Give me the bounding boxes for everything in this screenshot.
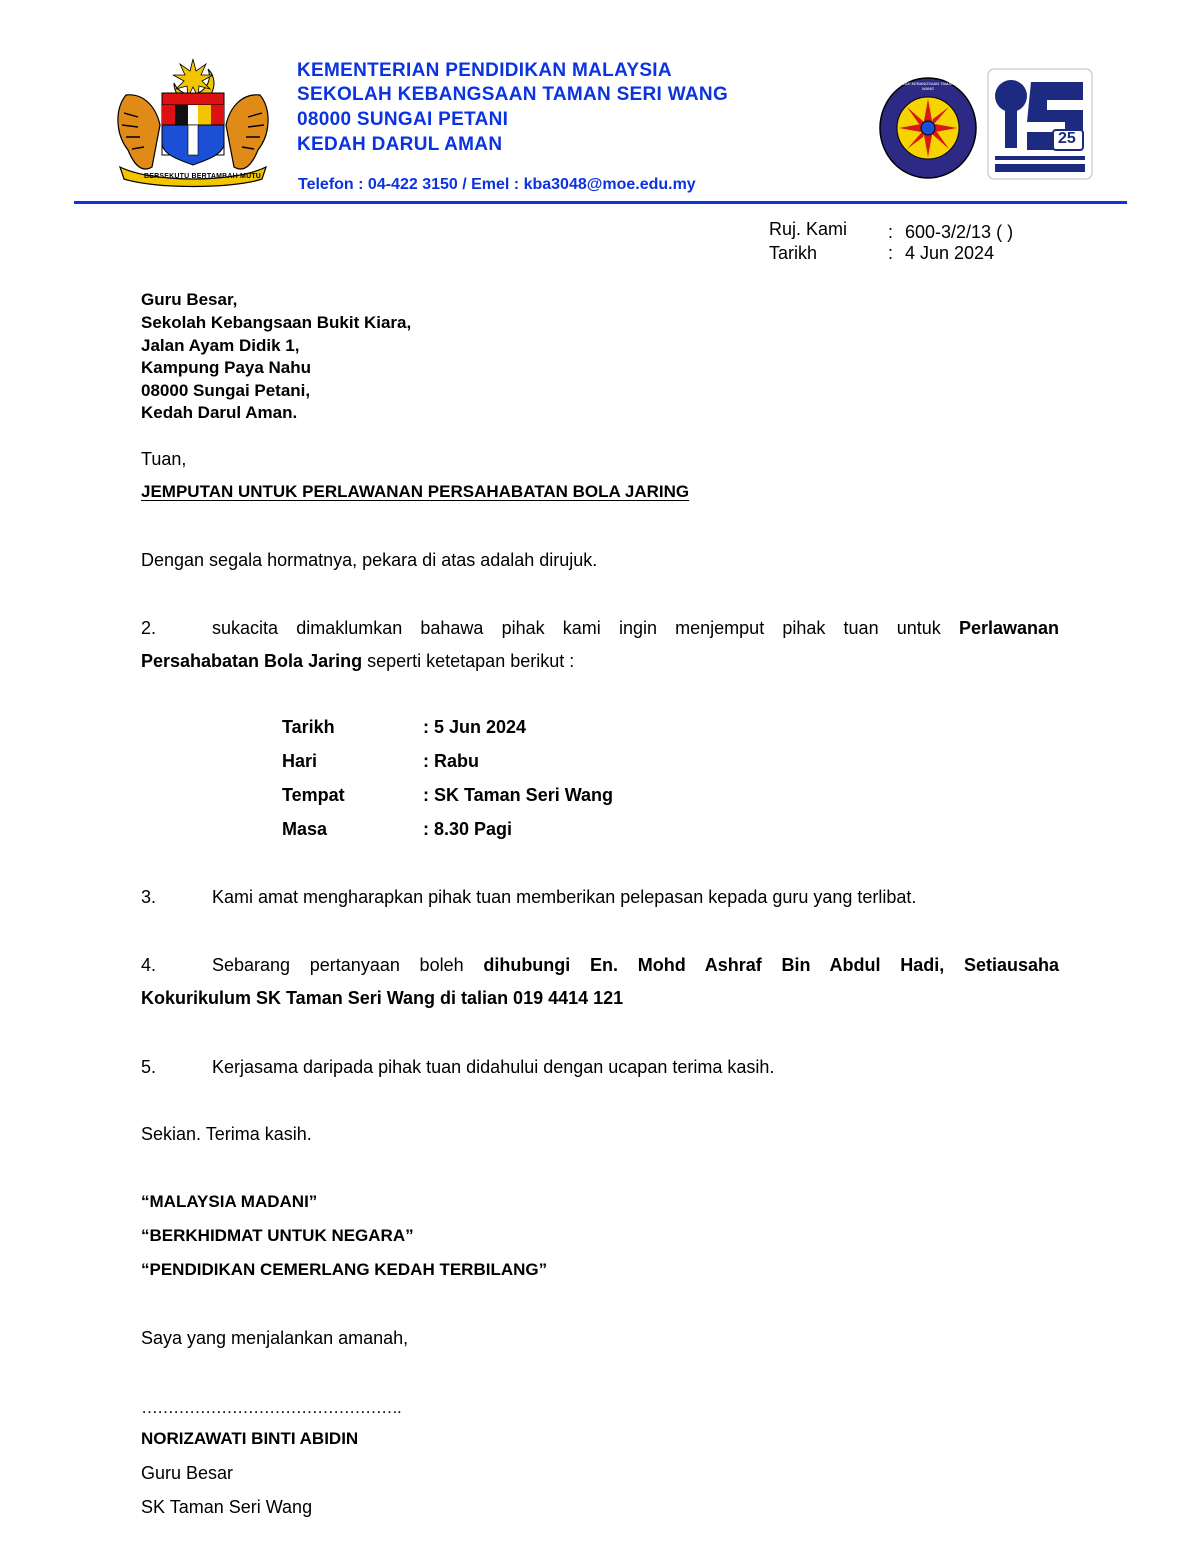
school-state: KEDAH DARUL AMAN (297, 134, 503, 155)
subject-text: JEMPUTAN UNTUK PERLAWANAN PERSAHABATAN BOLA JARING (141, 482, 690, 501)
malaysia-coat-of-arms-logo (112, 55, 274, 190)
recipient-line: Jalan Ayam Didik 1, (141, 336, 300, 355)
detail-label-tempat: Tempat (282, 785, 345, 805)
para4-number: 4. (141, 955, 157, 975)
recipient-line: Guru Besar, (141, 290, 238, 309)
ruj-value: 600-3/2/13 ( ) (905, 222, 1014, 242)
detail-value-tarikh: : 5 Jun 2024 (423, 717, 527, 737)
para4-line1 (212, 955, 1059, 976)
date-separator: : (888, 243, 894, 263)
para3-text: Kami amat mengharapkan pihak tuan memberikan pelepasan kepada guru yang terlibat. (212, 887, 917, 907)
para2-text-cont: seperti ketetapan berikut : (367, 651, 575, 671)
para2-text: sukacita dimaklumkan bahawa pihak kami ingin menjemput pihak tuan untuk (212, 618, 941, 638)
date-label: Tarikh (769, 243, 818, 263)
recipient-line: Kampung Paya Nahu (141, 358, 312, 377)
detail-value-hari: : Rabu (423, 751, 479, 771)
subject-line (141, 482, 689, 502)
ruj-label: Ruj. Kami (769, 219, 848, 239)
para2-line1 (212, 618, 1059, 639)
badge-ring-text: SEKOLAH KEBANGSAAN TAMAN SERI WANG (891, 81, 965, 91)
signature-line: …………………………………………. (141, 1398, 401, 1417)
para4-text: Sebarang pertanyaan boleh (212, 955, 464, 975)
slogan-line: “BERKHIDMAT UNTUK NEGARA” (141, 1226, 414, 1245)
closing: Sekian. Terima kasih. (141, 1124, 312, 1144)
recipient-line: 08000 Sungai Petani, (141, 381, 311, 400)
para2-number: 2. (141, 618, 157, 638)
date-value: 4 Jun 2024 (905, 243, 995, 263)
anniversary-25-logo (987, 68, 1093, 180)
detail-label-tarikh: Tarikh (282, 717, 335, 737)
opening-paragraph: Dengan segala hormatnya, pekara di atas adalah dirujuk. (141, 550, 598, 570)
school-postcode-city: 08000 SUNGAI PETANI (297, 109, 509, 130)
para2-bold-cont: Persahabatan Bola Jaring (141, 651, 363, 671)
para2-bold: Perlawanan (958, 618, 1059, 638)
ruj-separator: : (888, 222, 894, 242)
para4-line2: Kokurikulum SK Taman Seri Wang di talian 019 4414 121 (141, 988, 624, 1008)
signatory-name: NORIZAWATI BINTI ABIDIN (141, 1429, 359, 1448)
para5-number: 5. (141, 1057, 157, 1077)
detail-value-masa: : 8.30 Pagi (423, 819, 513, 839)
sign-off: Saya yang menjalankan amanah, (141, 1328, 409, 1348)
para3-number: 3. (141, 887, 157, 907)
recipient-line: Kedah Darul Aman. (141, 403, 298, 422)
signatory-title: Guru Besar (141, 1463, 234, 1483)
detail-label-masa: Masa (282, 819, 328, 839)
signatory-school: SK Taman Seri Wang (141, 1497, 313, 1517)
slogan-line: “PENDIDIKAN CEMERLANG KEDAH TERBILANG” (141, 1260, 548, 1279)
contact-line: Telefon : 04-422 3150 / Emel : kba3048@moe.edu.my (298, 176, 696, 193)
detail-value-tempat: : SK Taman Seri Wang (423, 785, 614, 805)
recipient-line: Sekolah Kebangsaan Bukit Kiara, (141, 313, 412, 332)
header-rule (74, 201, 1127, 204)
crest-motto: BERSEKUTU BERTAMBAH MUTU (144, 173, 262, 180)
anniversary-number: 25 (1058, 130, 1076, 147)
salutation: Tuan, (141, 449, 187, 469)
slogan-line: “MALAYSIA MADANI” (141, 1192, 318, 1211)
para4-bold: dihubungi En. Mohd Ashraf Bin Abdul Hadi, Setiausaha (483, 955, 1059, 975)
para2-line2 (141, 651, 574, 672)
school-badge-logo (878, 77, 978, 180)
detail-label-hari: Hari (282, 751, 318, 771)
school-name: SEKOLAH KEBANGSAAN TAMAN SERI WANG (297, 84, 729, 105)
ministry-name: KEMENTERIAN PENDIDIKAN MALAYSIA (297, 60, 672, 81)
para5-text: Kerjasama daripada pihak tuan didahului dengan ucapan terima kasih. (212, 1057, 775, 1077)
